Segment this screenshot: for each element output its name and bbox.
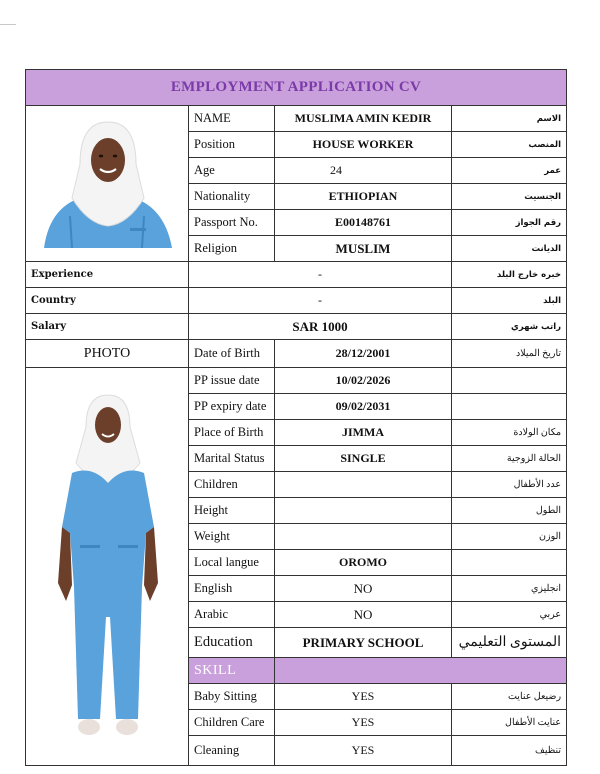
title-row (26, 70, 567, 106)
dob-label: Date of Birth (189, 340, 275, 368)
photo-label: PHOTO (26, 340, 189, 368)
weight-label: Weight (189, 524, 275, 550)
skill-baby-sitting-arabic: رضيعل عنايت (452, 684, 567, 710)
experience-value: - (189, 262, 452, 288)
skill-baby-sitting-value: YES (275, 684, 452, 710)
name-label: NAME (189, 106, 275, 132)
skill-header: SKILL (189, 658, 275, 684)
height-label: Height (189, 498, 275, 524)
local-language-arabic (452, 550, 567, 576)
portrait-image (32, 116, 182, 251)
height-arabic: الطول (452, 498, 567, 524)
passport-label: Passport No. (189, 210, 275, 236)
row-dob (26, 340, 567, 368)
education-value: PRIMARY SCHOOL (275, 628, 452, 658)
skill-children-care-arabic: عنايت الأطفال (452, 710, 567, 736)
arabic-label: Arabic (189, 602, 275, 628)
arabic-arabic: عربي (452, 602, 567, 628)
country-arabic: البلد (452, 288, 567, 314)
religion-value: MUSLIM (275, 236, 452, 262)
row-salary (26, 314, 567, 340)
row-country (26, 288, 567, 314)
country-label: Country (26, 288, 189, 314)
marital-status-arabic: الحالة الزوجية (452, 446, 567, 472)
english-value: NO (275, 576, 452, 602)
skill-baby-sitting-label: Baby Sitting (189, 684, 275, 710)
marital-status-label: Marital Status (189, 446, 275, 472)
skill-cleaning-arabic: تنظيف (452, 736, 567, 766)
height-value (275, 498, 452, 524)
skill-header-fill (275, 658, 567, 684)
religion-arabic: الديانت (452, 236, 567, 262)
skill-cleaning-value: YES (275, 736, 452, 766)
position-arabic: المنصب (452, 132, 567, 158)
salary-arabic: راتب شهري (452, 314, 567, 340)
children-value (275, 472, 452, 498)
pp-issue-arabic (452, 368, 567, 394)
dob-value: 28/12/2001 (275, 340, 452, 368)
name-arabic: الاسم (452, 106, 567, 132)
pp-issue-value: 10/02/2026 (275, 368, 452, 394)
skill-children-care-value: YES (275, 710, 452, 736)
experience-label: Experience (26, 262, 189, 288)
local-language-value: OROMO (275, 550, 452, 576)
experience-arabic: خبره خارج البلد (452, 262, 567, 288)
passport-value: E00148761 (275, 210, 452, 236)
pp-issue-label: PP issue date (189, 368, 275, 394)
dob-arabic: تاريخ الميلاد (452, 340, 567, 368)
nationality-label: Nationality (189, 184, 275, 210)
nationality-arabic: الجنسيت (452, 184, 567, 210)
cv-table (25, 69, 567, 766)
education-label: Education (189, 628, 275, 658)
pp-expiry-arabic (452, 394, 567, 420)
row-pp-issue (26, 368, 567, 394)
weight-value (275, 524, 452, 550)
marital-status-value: SINGLE (275, 446, 452, 472)
pp-expiry-label: PP expiry date (189, 394, 275, 420)
children-label: Children (189, 472, 275, 498)
full-body-photo (26, 368, 189, 766)
english-arabic: انجليزي (452, 576, 567, 602)
education-arabic: المستوى التعليمي (452, 628, 567, 658)
age-value: 24 (275, 158, 452, 184)
place-of-birth-label: Place of Birth (189, 420, 275, 446)
age-label: Age (189, 158, 275, 184)
skill-cleaning-label: Cleaning (189, 736, 275, 766)
local-language-label: Local langue (189, 550, 275, 576)
cv-title: EMPLOYMENT APPLICATION CV (26, 70, 567, 106)
place-of-birth-arabic: مكان الولادة (452, 420, 567, 446)
position-value: HOUSE WORKER (275, 132, 452, 158)
page-corner-mark (0, 24, 16, 25)
pp-expiry-value: 09/02/2031 (275, 394, 452, 420)
place-of-birth-value: JIMMA (275, 420, 452, 446)
salary-value: SAR 1000 (189, 314, 452, 340)
nationality-value: ETHIOPIAN (275, 184, 452, 210)
arabic-value: NO (275, 602, 452, 628)
children-arabic: عدد الأطفال (452, 472, 567, 498)
salary-label: Salary (26, 314, 189, 340)
row-name (26, 106, 567, 132)
english-label: English (189, 576, 275, 602)
passport-arabic: رقم الجواز (452, 210, 567, 236)
skill-children-care-label: Children Care (189, 710, 275, 736)
country-value: - (189, 288, 452, 314)
age-arabic: عمر (452, 158, 567, 184)
name-value: MUSLIMA AMIN KEDIR (275, 106, 452, 132)
weight-arabic: الوزن (452, 524, 567, 550)
position-label: Position (189, 132, 275, 158)
full-body-image (42, 387, 172, 747)
religion-label: Religion (189, 236, 275, 262)
row-experience (26, 262, 567, 288)
portrait-photo (26, 106, 189, 262)
